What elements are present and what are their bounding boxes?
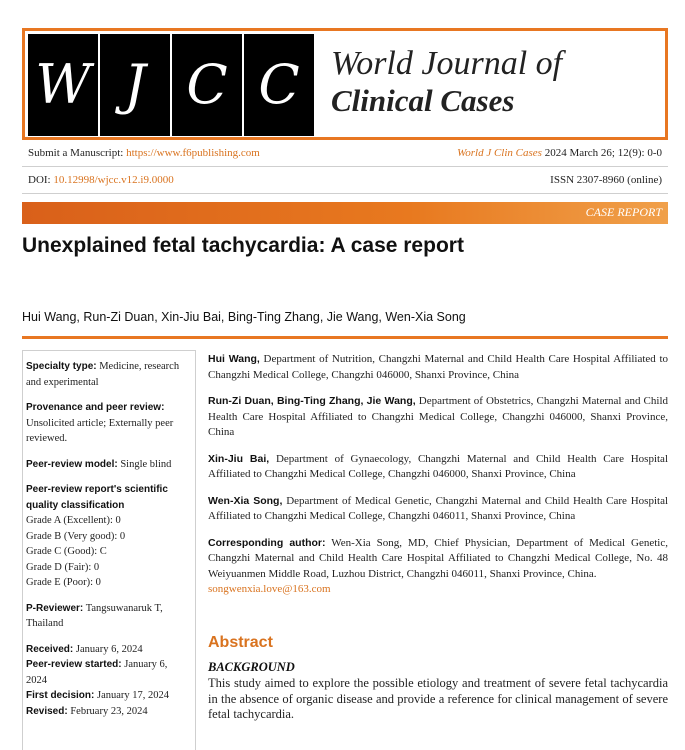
doi-link[interactable]: 10.12998/wjcc.v12.i9.0000 <box>53 174 174 186</box>
grade-d: Grade D (Fair): 0 <box>26 561 100 573</box>
issn: ISSN 2307-8960 (online) <box>550 174 662 186</box>
journal-title-line2: Clinical Cases <box>331 83 515 118</box>
section-divider <box>22 336 668 339</box>
logo-letter-c1: C <box>172 34 242 136</box>
submit-label: Submit a Manuscript: <box>28 147 124 159</box>
dates-block <box>26 642 191 720</box>
background-text: This study aimed to explore the possible etiology and treatment of severe fetal tachycardia in the absence of organic disease and provide a reference for clinical management of severe fetal tachycardia. <box>208 676 668 721</box>
reviewer-head: P-Reviewer: <box>26 602 84 614</box>
specialty-block <box>26 359 191 390</box>
reviewer-country: Thailand <box>26 618 64 629</box>
grade-a: Grade A (Excellent): 0 <box>26 515 121 526</box>
first-decision-head: First decision: <box>26 690 95 701</box>
affiliation-item <box>208 394 668 441</box>
email-link[interactable]: songwenxia.love@163.com <box>208 583 331 595</box>
revised-value: February 23, 2024 <box>70 705 148 717</box>
provenance-value-1: Unsolicited article; Externally peer <box>26 417 174 429</box>
journal-title-line1: World Journal of <box>331 45 563 82</box>
doi-line <box>28 174 174 186</box>
revised-head: Revised: <box>26 705 68 717</box>
corresponding-author-text: Wen-Xia Song, MD, Chief Physician, Department of Medical Genetic, Changzhi Maternal and Child Health Care Hospital Affiliated to Changzhi Medical College, No. 48 Weiyuanmen Middle Road, Luzhou District, Changzhi 046011, Shanxi Province, China. <box>208 536 668 580</box>
affiliation-item <box>208 494 668 525</box>
grade-e: Grade E (Poor): 0 <box>26 577 101 588</box>
specialty-head: Specialty type: <box>26 361 97 372</box>
provenance-head: Provenance and peer review: <box>26 402 165 413</box>
abstract-heading: Abstract <box>208 634 273 651</box>
started-value-year: 2024 <box>26 674 47 686</box>
corresponding-author-label: Corresponding author: <box>208 536 326 549</box>
grade-c: Grade C (Good): C <box>26 546 107 557</box>
report-head-1: Peer-review report's scientific <box>26 484 168 495</box>
received-head: Received: <box>26 643 74 655</box>
affiliation-item <box>208 352 668 383</box>
affiliation-text: Department of Medical Genetic, Changzhi Maternal and Child Health Care Hospital Affiliated to Changzhi Medical College, Changzhi 046011, Shanxi Province, China <box>208 494 669 522</box>
reviewer-block <box>26 601 191 632</box>
affiliation-text: Department of Gynaecology, Changzhi Maternal and Child Health Care Hospital Affiliated to Changzhi Medical College, Changzhi 046000, Shanxi Province, China <box>208 452 668 480</box>
first-decision-value: January 17, 2024 <box>96 690 170 701</box>
article-info-sidebar <box>22 350 196 750</box>
model-head: Peer-review model: <box>26 458 118 470</box>
article-type-label: CASE REPORT <box>585 205 662 219</box>
report-head-2: quality classification <box>26 499 125 511</box>
divider-1 <box>22 166 668 167</box>
journal-banner <box>22 28 668 140</box>
received-value: January 6, 2024 <box>75 643 143 655</box>
affiliations <box>208 352 668 609</box>
logo-letter-w: W <box>28 34 98 136</box>
background-heading: BACKGROUND <box>208 660 295 674</box>
logo-letter-j: J <box>100 34 170 136</box>
article-type-bar <box>22 202 668 224</box>
specialty-value-2: and experimental <box>26 376 99 388</box>
citation-line <box>457 147 662 159</box>
grade-b: Grade B (Very good): 0 <box>26 530 126 542</box>
citation-details: 2024 March 26; 12(9): 0-0 <box>544 147 662 159</box>
specialty-value: Medicine, research <box>99 361 180 372</box>
model-block <box>26 457 191 473</box>
submit-link[interactable]: https://www.f6publishing.com <box>126 147 260 159</box>
doi-label: DOI: <box>28 174 51 186</box>
submit-line <box>28 147 260 159</box>
divider-2 <box>22 193 668 194</box>
affiliation-item <box>208 452 668 483</box>
reviewer-value: Tangsuwanaruk T, <box>85 602 163 614</box>
affiliation-text: Department of Obstetrics, Changzhi Maternal and Child Health Care Hospital Affiliated to Changzhi Medical College, Changzhi 046000, Shanxi Province, China <box>208 395 668 438</box>
started-head: Peer-review started: <box>26 659 122 670</box>
provenance-block <box>26 400 191 447</box>
provenance-value-2: reviewed. <box>26 433 68 444</box>
article-title: Unexplained fetal tachycardia: A case report <box>22 234 464 257</box>
started-value: January 6, <box>124 659 168 670</box>
report-block <box>26 482 191 591</box>
affiliation-text: Department of Nutrition, Changzhi Maternal and Child Health Care Hospital Affiliated to Changzhi Medical College, Changzhi 046000, Shanxi Province, China <box>208 353 669 381</box>
citation-journal: World J Clin Cases <box>457 147 542 159</box>
affiliation-name: Xin-Jiu Bai, <box>208 452 270 465</box>
logo-letter-c2: C <box>244 34 314 136</box>
corresponding-author <box>208 536 668 598</box>
affiliation-name: Wen-Xia Song, <box>208 494 283 507</box>
author-list: Hui Wang, Run-Zi Duan, Xin-Jiu Bai, Bing-Ting Zhang, Jie Wang, Wen-Xia Song <box>22 310 466 324</box>
affiliation-name: Run-Zi Duan, Bing-Ting Zhang, Jie Wang, <box>208 395 416 407</box>
model-value: Single blind <box>120 458 172 470</box>
affiliation-name: Hui Wang, <box>208 353 260 365</box>
